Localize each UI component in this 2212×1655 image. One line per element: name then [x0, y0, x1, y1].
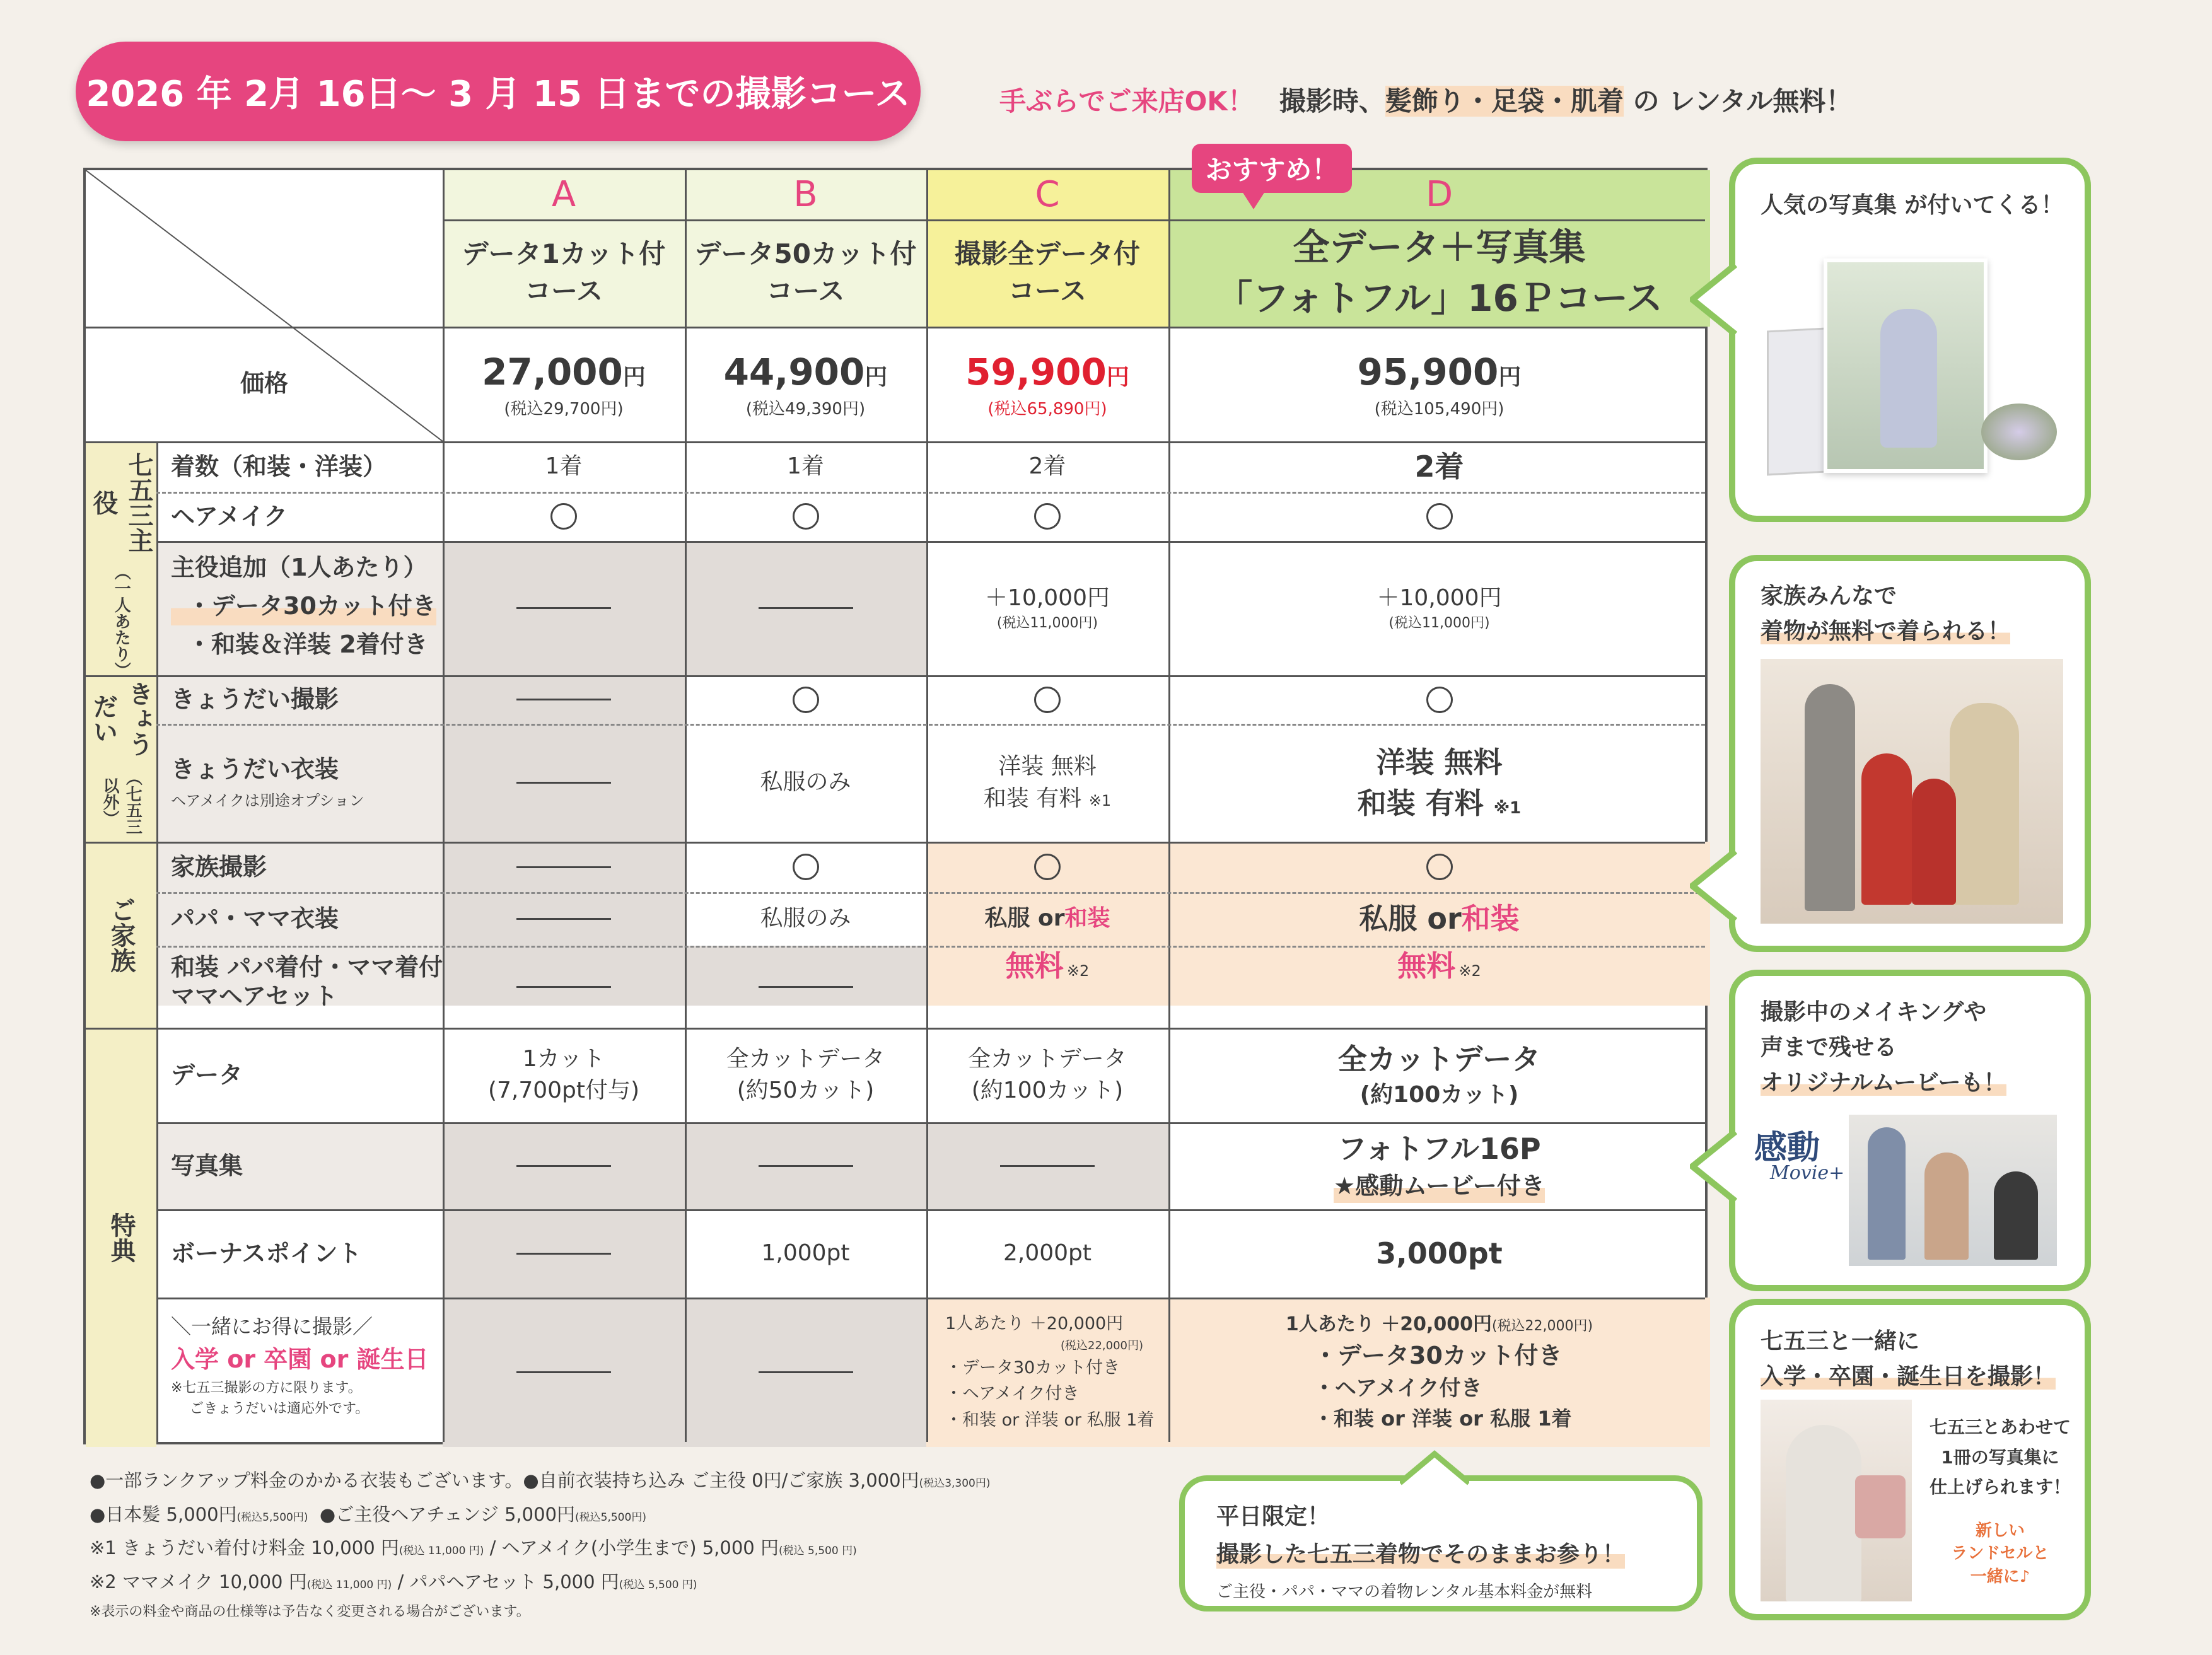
side-panel-movie: [1729, 970, 2091, 1291]
course-a-name-2: コース: [525, 276, 603, 306]
course-c-letter: C: [1035, 173, 1060, 215]
side-school-7: ランドセルと: [1951, 1544, 2049, 1564]
sib-photo-d: [1168, 675, 1710, 724]
hairmake-b: [685, 492, 926, 541]
label-add-main-1: ・データ30カット付き: [171, 587, 436, 625]
bubble-text: 撮影した七五三着物でそのままお参り！: [1216, 1536, 1625, 1569]
note-3a-tax: (税込 11,000 円): [399, 1545, 484, 1558]
price-a-value: 27,000: [482, 351, 623, 394]
hairmake-d: [1168, 492, 1710, 541]
side-school-text: [1761, 1324, 2056, 1395]
papa-mama-d-1: 私服 or: [1359, 902, 1462, 936]
label-bonus: ボーナスポイント: [171, 1239, 362, 1267]
side-school-2: 入学・卒園・誕生日を撮影！: [1761, 1363, 2056, 1390]
dash-mark: [516, 782, 611, 784]
movie-photo-image: [1849, 1115, 2057, 1266]
wasou-a: [443, 946, 685, 1028]
wasou-b: [685, 946, 926, 1028]
circle-mark: [793, 854, 819, 880]
tagline-text: 撮影時、: [1279, 86, 1385, 117]
tagline-end: の レンタル無料！: [1623, 86, 1853, 117]
add-c-tax: (税込11,000円): [996, 615, 1098, 632]
dash-mark: [516, 1165, 611, 1167]
extra-c-3: ・和装 or 洋装 or 私服 1着: [945, 1410, 1155, 1431]
course-b-name-1: データ50カット付: [694, 238, 917, 270]
data-d: [1168, 1028, 1710, 1122]
bonus-b: 1,000pt: [761, 1240, 850, 1266]
sib-costume-b: 私服のみ: [760, 769, 851, 796]
papa-mama-a: [443, 892, 685, 946]
note-4b: / パパヘアセット 5,000 円: [392, 1571, 619, 1593]
side-school-5: 仕上げられます！: [1929, 1477, 2071, 1498]
label-extra-title: ＼一緒にお得に撮影／: [171, 1315, 373, 1339]
data-a: [443, 1028, 685, 1122]
sib-costume-c: [926, 724, 1168, 842]
data-b: [685, 1028, 926, 1122]
movie-logo: 感動: [1754, 1129, 1820, 1167]
papa-mama-d-2: 和装: [1461, 902, 1520, 936]
note-4b-tax: (税込 5,500 円): [619, 1578, 697, 1591]
label-sib-note: ヘアメイクは別途オプション: [171, 791, 364, 810]
extra-d-0-row: [1286, 1311, 1593, 1339]
group-kyoudai: [86, 675, 156, 842]
yen: 円: [864, 364, 888, 391]
footnotes: [90, 1464, 991, 1625]
count-a: 1着: [545, 453, 583, 479]
circle-mark: [1426, 503, 1453, 530]
papa-mama-c-2: 和装: [1064, 905, 1110, 932]
circle-mark: [550, 503, 577, 530]
label-add-main-title: 主役追加（1人あたり）: [171, 554, 428, 581]
grid-line: [156, 441, 158, 1442]
dash-mark: [516, 918, 611, 920]
price-a: [443, 327, 685, 441]
sib-costume-a: [443, 724, 685, 842]
course-b-letter: B: [793, 173, 818, 215]
extra-c-tax: (税込22,000円): [1060, 1339, 1143, 1352]
note-1-text: ●一部ランクアップ料金のかかる衣装もございます。●自前衣装持ち込み ご主役 0円/ご家族 3,000円: [90, 1470, 919, 1491]
papa-mama-c: [926, 892, 1168, 946]
note-2a-tax: (税込5,500円): [236, 1511, 308, 1524]
extra-b: [685, 1298, 926, 1447]
side-family-text: [1761, 579, 2010, 649]
note-2: ※2: [1458, 962, 1481, 980]
side-school-orange: [1918, 1519, 2082, 1588]
label-extra-pink: 入学 or 卒園 or 誕生日: [171, 1345, 429, 1373]
family-photo-c: [926, 842, 1168, 892]
dash-mark: [516, 607, 611, 609]
data-c-2: (約100カット): [971, 1077, 1124, 1103]
album-c: [926, 1122, 1168, 1209]
side-album-text: 人気の写真集 が付いてくる！: [1761, 192, 2064, 218]
price-d-tax: (税込105,490円): [1374, 400, 1505, 419]
circle-mark: [793, 503, 819, 530]
sib-costume-d-2: [1358, 783, 1521, 823]
side-movie-2: 声まで残せる: [1761, 1034, 1897, 1060]
extra-c-0: 1人あたり ＋20,000円: [945, 1313, 1124, 1333]
label-extra-note2: ごきょうだいは適応外です。: [190, 1401, 370, 1417]
data-c: [926, 1028, 1168, 1122]
label-wasou-2: ママヘアセット: [171, 982, 338, 1010]
price-b-value: 44,900: [723, 351, 865, 394]
sib-photo-c: [926, 675, 1168, 724]
add-d-tax: (税込11,000円): [1388, 615, 1490, 632]
circle-mark: [1426, 687, 1453, 713]
count-d: 2着: [1414, 449, 1464, 484]
dash-mark: [516, 1253, 611, 1255]
side-school-6: 新しい: [1975, 1521, 2025, 1540]
label-papa-mama: パパ・ママ衣装: [171, 905, 339, 933]
bonus-d: 3,000pt: [1376, 1236, 1503, 1270]
label-wasou: [171, 953, 443, 1011]
note-2b: ●ご主役ヘアチェンジ 5,000円: [319, 1503, 576, 1525]
label-data: データ: [171, 1060, 243, 1089]
weekday-bubble: [1179, 1475, 1703, 1611]
circle-mark: [1426, 854, 1453, 880]
note-1-tax: (税込3,300円): [919, 1477, 991, 1490]
papa-mama-d: [1168, 892, 1710, 946]
extra-c: [926, 1298, 1168, 1447]
price-b-tax: (税込49,390円): [745, 400, 866, 419]
bubble-title: 平日限定！: [1216, 1504, 1330, 1530]
side-movie-1: 撮影中のメイキングや: [1761, 999, 1987, 1025]
album-d: [1168, 1122, 1710, 1209]
course-table: [83, 168, 1708, 1444]
wasou-c-free: 無料: [1005, 949, 1064, 983]
movie-logo-sub: Movie+: [1770, 1162, 1845, 1184]
group-family: ご家族: [107, 897, 136, 973]
papa-mama-c-1: 私服 or: [984, 905, 1065, 932]
note-line-4: [90, 1565, 991, 1600]
course-c-name-1: 撮影全データ付: [954, 238, 1140, 270]
yen: 円: [1106, 364, 1129, 391]
data-b-2: (約50カット): [736, 1077, 875, 1103]
label-extra-note1: ※七五三撮影の方に限ります。: [171, 1380, 362, 1396]
sib-photo-b: [685, 675, 926, 724]
price-c: [926, 327, 1168, 441]
dash-mark: [516, 1371, 611, 1373]
extra-c-1: ・データ30カット付き: [945, 1357, 1121, 1378]
side-family-1: 家族みんなで: [1761, 583, 1897, 609]
dash-mark: [516, 866, 611, 868]
dash-mark: [759, 986, 853, 988]
price-a-tax: (税込29,700円): [504, 400, 624, 419]
sib-costume-c-2-text: 和装 有料: [983, 785, 1082, 811]
sib-photo-a: [443, 675, 685, 724]
count-c: 2着: [1028, 453, 1066, 479]
tagline-highlight: 髪飾り・足袋・肌着: [1385, 86, 1624, 117]
wasou-d: [1168, 946, 1710, 1028]
course-d-name-2: 「フォトフル」16Ｐコース: [1216, 277, 1663, 320]
label-hairmake: ヘアメイク: [171, 502, 288, 530]
family-photo-b: [685, 842, 926, 892]
album-d-2: ★感動ムービー付き: [1334, 1170, 1545, 1203]
extra-c-2: ・ヘアメイク付き: [945, 1384, 1080, 1404]
dash-mark: [516, 986, 611, 988]
count-b: 1着: [787, 453, 824, 479]
album-b: [685, 1122, 926, 1209]
yen: 円: [622, 364, 646, 391]
data-a-1: 1カット: [522, 1045, 605, 1072]
label-sib-photo: きょうだい撮影: [171, 685, 339, 714]
data-a-2: (7,700pt付与): [487, 1077, 640, 1103]
arrow-bubble: [1400, 1450, 1469, 1485]
price-c-value: 59,900: [965, 351, 1107, 394]
wasou-d-free: 無料: [1397, 949, 1456, 983]
note-4a: ※2 ママメイク 10,000 円: [90, 1571, 307, 1593]
side-panel-album: [1729, 158, 2091, 522]
side-school-1: 七五三と一緒に: [1761, 1328, 1920, 1354]
arrow-album: [1690, 265, 1740, 334]
side-family-2: 着物が無料で着られる！: [1761, 618, 2011, 644]
price-d-value: 95,900: [1357, 351, 1499, 394]
price-b: [685, 327, 926, 441]
album-d-1: フォトフル16P: [1337, 1132, 1541, 1166]
arrow-movie: [1690, 1132, 1740, 1201]
side-movie-3: オリジナルムービーも！: [1761, 1069, 2006, 1096]
side-movie-text: [1761, 995, 2006, 1100]
extra-d-1: ・データ30カット付き: [1313, 1341, 1563, 1369]
bubble-note: ご主役・パパ・ママの着物レンタル基本料金が無料: [1216, 1582, 1593, 1601]
arrow-family: [1690, 851, 1740, 920]
group-shichigosan: [86, 441, 156, 679]
extra-d-3: ・和装 or 洋装 or 私服 1着: [1313, 1407, 1572, 1431]
group-shichigosan-title: 七五三主役: [89, 452, 153, 554]
sib-costume-d: [1168, 724, 1710, 842]
dash-mark: [516, 699, 611, 700]
papa-mama-b: 私服のみ: [760, 905, 851, 932]
circle-mark: [1034, 854, 1061, 880]
dash-mark: [759, 1165, 853, 1167]
add-b: [685, 541, 926, 675]
note-3b-tax: (税込 5,500 円): [778, 1545, 857, 1558]
side-school-3: 七五三とあわせて: [1929, 1417, 2071, 1437]
side-panel-family: [1729, 555, 2091, 952]
course-c-name-2: コース: [1008, 276, 1086, 306]
period-banner: 2026 年 2月 16日〜 3 月 15 日までの撮影コース: [76, 42, 921, 141]
course-b-name: [685, 219, 926, 327]
note-1: ※1: [1088, 791, 1112, 810]
label-add-main-2: ・和装＆洋装 2着付き: [187, 630, 428, 658]
note-2b-tax: (税込5,500円): [575, 1511, 646, 1524]
group-shichigosan-sub: （一人あたり）: [112, 564, 131, 679]
course-c-name: [926, 219, 1168, 327]
label-add-main: [171, 549, 436, 663]
bonus-a: [443, 1209, 685, 1298]
dash-mark: [759, 607, 853, 609]
sib-costume-c-2: [984, 783, 1111, 815]
label-family-photo: 家族撮影: [171, 852, 267, 881]
label-sib-costume: [171, 750, 364, 813]
wasou-c: [926, 946, 1168, 1028]
school-photo-image: [1761, 1400, 1912, 1601]
course-d-name-1: 全データ＋写真集: [1293, 225, 1586, 269]
group-kyoudai-sub: （七五三以外）: [100, 769, 143, 835]
recommend-badge: おすすめ！: [1192, 144, 1352, 193]
note-line-2: [90, 1498, 991, 1532]
course-d-letter: D: [1425, 173, 1453, 215]
sib-costume-c-1: 洋装 無料: [998, 753, 1097, 780]
dash-mark: [759, 1371, 853, 1373]
group-kyoudai-title: きょうだい: [89, 681, 153, 757]
price-c-tax: (税込65,890円): [987, 400, 1107, 419]
sib-costume-d-2-text: 和装 有料: [1357, 786, 1484, 820]
tagline-handsfree: 手ぶらでご来店OK！: [999, 86, 1254, 117]
photo-album-image: [1767, 246, 2057, 498]
note-2a: ●日本髪 5,000円: [90, 1503, 237, 1525]
bonus-c: 2,000pt: [1003, 1240, 1092, 1266]
add-d-price: ＋10,000円: [1377, 584, 1502, 611]
note-4a-tax: (税込 11,000 円): [306, 1578, 392, 1591]
side-school-desc: [1918, 1412, 2082, 1502]
label-kimono-count: 着数（和装・洋装）: [171, 452, 387, 480]
note-line-5: ※表示の料金や商品の仕様等は予告なく変更される場合がございます。: [90, 1603, 530, 1620]
yen: 円: [1498, 364, 1522, 391]
data-d-1: 全カットデータ: [1337, 1042, 1541, 1076]
label-extra: [171, 1311, 429, 1419]
dash-mark: [1000, 1165, 1095, 1167]
course-d-name: [1168, 219, 1710, 327]
note-3a: ※1 きょうだい着付け料金 10,000 円: [90, 1537, 399, 1559]
family-photo-image: [1761, 659, 2063, 924]
data-b-1: 全カットデータ: [726, 1045, 885, 1072]
circle-mark: [1034, 687, 1061, 713]
course-a-name-1: データ1カット付: [462, 238, 666, 270]
label-wasou-1: 和装 パパ着付・ママ着付: [171, 953, 443, 981]
add-c: [926, 541, 1168, 675]
label-album: 写真集: [171, 1151, 243, 1180]
note-line-1: [90, 1464, 991, 1498]
label-sib-costume-title: きょうだい衣装: [171, 755, 339, 783]
add-a: [443, 541, 685, 675]
data-c-1: 全カットデータ: [968, 1045, 1127, 1072]
side-panel-school: [1729, 1299, 2091, 1620]
circle-mark: [1034, 503, 1061, 530]
note-1: ※1: [1493, 798, 1522, 818]
add-d: [1168, 541, 1710, 675]
course-a-name: [443, 219, 685, 327]
add-c-price: ＋10,000円: [985, 584, 1110, 611]
side-school-4: 1冊の写真集に: [1941, 1446, 2059, 1468]
sib-costume-d-1: 洋装 無料: [1376, 745, 1503, 780]
data-d-2: (約100カット): [1359, 1082, 1519, 1108]
extra-d-0: 1人あたり ＋20,000円: [1285, 1313, 1492, 1336]
tagline: [999, 81, 1852, 119]
course-b-name-2: コース: [766, 276, 845, 306]
price-label: 価格: [240, 369, 288, 398]
extra-d: [1168, 1298, 1710, 1447]
note-line-3: [90, 1531, 991, 1565]
extra-d-2: ・ヘアメイク付き: [1313, 1375, 1482, 1401]
circle-mark: [793, 687, 819, 713]
family-photo-d: [1168, 842, 1710, 892]
group-tokuten: 特典: [107, 1212, 136, 1263]
note-3b: / ヘアメイク(小学生まで) 5,000 円: [484, 1537, 779, 1559]
family-photo-a: [443, 842, 685, 892]
hairmake-c: [926, 492, 1168, 541]
hairmake-a: [443, 492, 685, 541]
price-d: [1168, 327, 1710, 441]
extra-d-tax: (税込22,000円): [1491, 1318, 1593, 1335]
course-a-letter: A: [551, 173, 576, 215]
album-a: [443, 1122, 685, 1209]
extra-a: [443, 1298, 685, 1447]
note-2: ※2: [1066, 962, 1090, 980]
side-school-8: 一緒に♪: [1970, 1567, 2030, 1586]
